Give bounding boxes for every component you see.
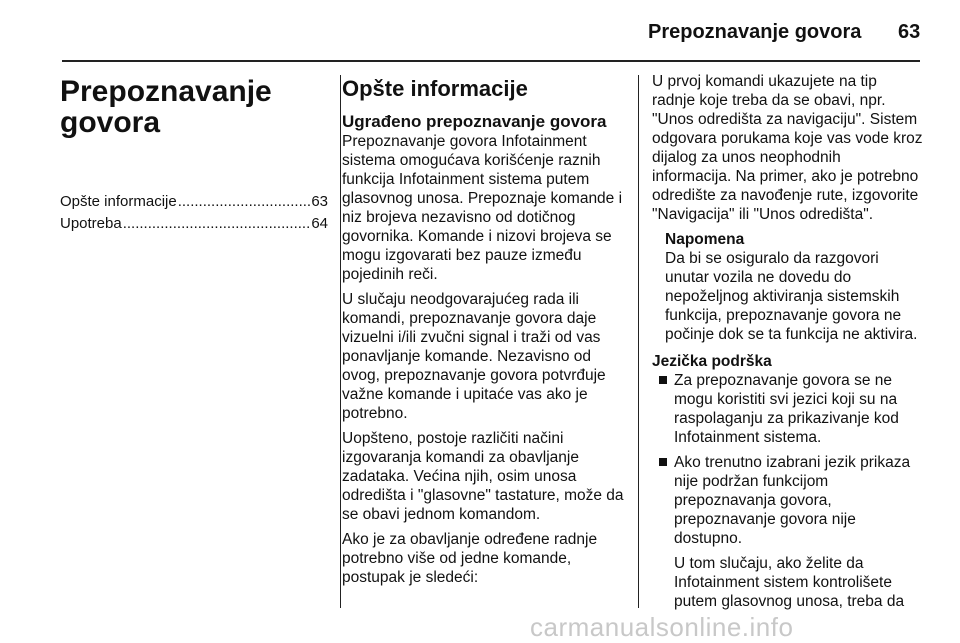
toc-leader-dots bbox=[178, 192, 311, 211]
chapter-title-line-1: Prepoznavanje bbox=[60, 75, 272, 108]
note-box bbox=[665, 230, 924, 344]
column-divider-right bbox=[638, 75, 639, 608]
chapter-title bbox=[60, 76, 328, 138]
list-item: Ako trenutno izabrani jezik prikaza nije podržan funkcijom prepoznavanja govora, prepoznavanje govora nije dostupno. bbox=[652, 453, 924, 548]
toc-entry-label: Upotreba bbox=[60, 215, 122, 232]
subsection-title: Ugrađeno prepoznavanje govora bbox=[342, 112, 607, 131]
column-divider-left bbox=[340, 75, 341, 608]
body-paragraph: U slučaju neodgovarajućeg rada ili komandi, prepoznavanje govora daje vizuelni i/ili zvučni signal i traži od vas ponavljanje komande. Nezavisno od ovog, prepoznavanje govora potvrđuje važne komande i upitaće vas ako je potrebno. bbox=[342, 291, 606, 422]
body-paragraph: Prepoznavanje govora Infotainment sistema omogućava korišćenje raznih funkcija Infotainment sistema putem glasovnog unosa. Prepoznaje komande i niz brojeva nezavisno od dotičnog govornika. Komande i nizovi brojeva se mogu izgovarati bez pauze između pojedinih reči. bbox=[342, 133, 623, 283]
chapter-title-line-2: govora bbox=[60, 106, 161, 139]
body-paragraph: U prvoj komandi ukazujete na tip radnje koje treba da se obavi, npr. "Unos odredišta za navigaciju". Sistem odgovara porukama koje vas vode kroz dijalog za unos neophodnih informacija. Na primer, ako je potrebno odredište za navođenje rute, izgovorite "Navigacija" ili "Unos odredišta". bbox=[652, 73, 923, 223]
body-paragraph: Ako je za obavljanje određene radnje potrebno više od jedne komande, postupak je sledeći: bbox=[342, 531, 598, 586]
note-text: Da bi se osiguralo da razgovori unutar vozila ne dovedu do nepoželjnog aktiviranja sistemskih funkcija, prepoznavanje govora ne počinje dok se ta funkcija ne aktivira. bbox=[665, 250, 918, 343]
page-number: 63 bbox=[898, 21, 921, 43]
toc-entry-label: Opšte informacije bbox=[60, 193, 177, 210]
toc-entry-general-info[interactable] bbox=[60, 192, 328, 211]
chapter-column bbox=[60, 72, 328, 236]
list-item: Za prepoznavanje govora se ne mogu koristiti svi jezici koji su na raspolaganju za prikazivanje kod Infotainment sistema. bbox=[652, 371, 924, 447]
watermark: carmanualsonline.info bbox=[530, 612, 794, 642]
toc-entry-page: 63 bbox=[311, 193, 328, 210]
toc-entry-page: 64 bbox=[311, 215, 328, 232]
header-rule bbox=[62, 60, 920, 62]
language-bullet-list bbox=[652, 371, 924, 548]
toc-entry-usage[interactable] bbox=[60, 214, 328, 233]
body-paragraph: Uopšteno, postoje različiti načini izgovaranja komandi za obavljanje zadataka. Većina njih, osim unosa odredišta i "glasovne" tastature, može da se obavi jednom komandom. bbox=[342, 430, 624, 523]
toc-leader-dots bbox=[123, 214, 311, 233]
note-title: Napomena bbox=[665, 231, 745, 248]
language-support-heading: Jezička podrška bbox=[652, 353, 772, 370]
general-info-column bbox=[342, 72, 628, 593]
section-title: Opšte informacije bbox=[342, 76, 528, 101]
details-column bbox=[652, 72, 924, 611]
running-title: Prepoznavanje govora bbox=[648, 21, 862, 43]
bullet-followup-paragraph: U tom slučaju, ako želite da Infotainment sistem kontrolišete putem glasovnog unosa, treba da bbox=[674, 555, 905, 610]
page-header bbox=[0, 0, 960, 62]
